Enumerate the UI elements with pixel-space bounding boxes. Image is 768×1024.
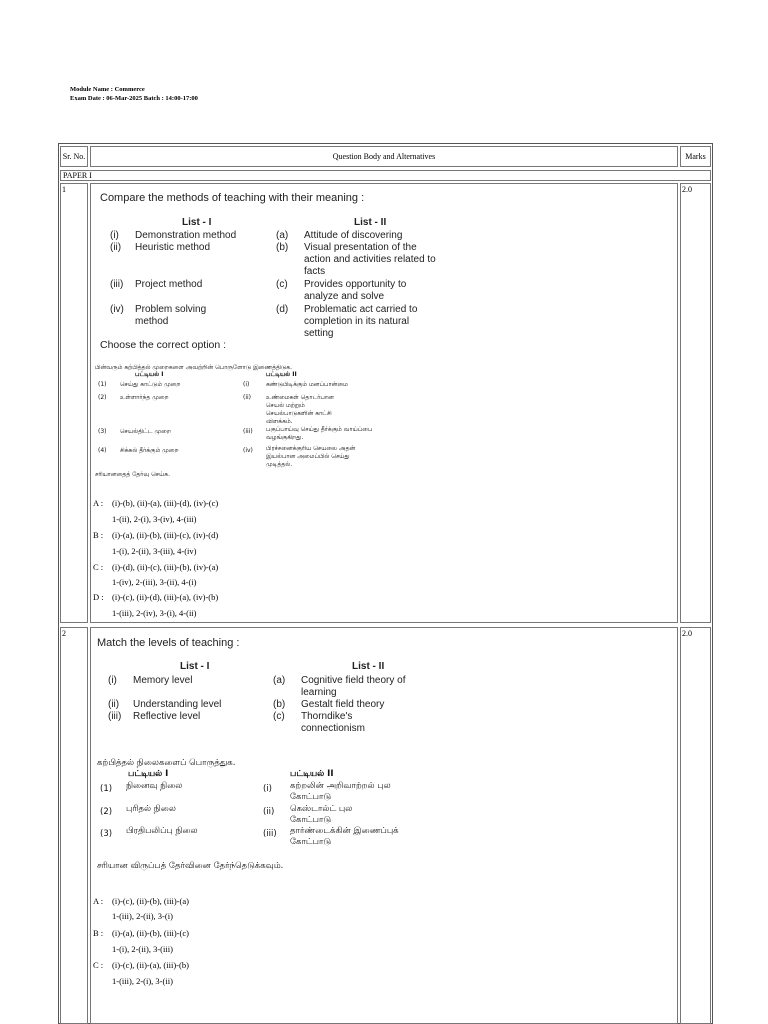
q2-tamil-left-num: (3) (100, 829, 113, 839)
q1-tamil-choose: சரியானதைத் தேர்வு செய்க. (95, 471, 170, 478)
q1-option-c-label: C : (93, 562, 104, 572)
q2-number-cell (60, 627, 88, 1024)
q1-tamil-right-num: (ii) (243, 394, 252, 401)
q2-tamil-left-text: பிரதிபலிப்பு நிலை (126, 826, 198, 836)
q2-option-c-label: C : (93, 960, 104, 970)
q1-tamil-right-text: பிரச்சனைக்குரிய செயலை அதன் இயல்பான அமைப்பில் செய்து முடித்தல். (266, 445, 356, 468)
q1-list1-head: List - I (182, 217, 212, 228)
q1-left-num: (i) (110, 230, 119, 241)
q2-option-c-line2: 1-(iii), 2-(i), 3-(ii) (112, 976, 173, 986)
q1-left-text: Demonstration method (135, 230, 237, 241)
q2-option-c-line1: (i)-(c), (ii)-(a), (iii)-(b) (112, 960, 189, 970)
q1-right-text: Visual presentation of the action and activities related to facts (304, 242, 436, 277)
q1-right-text: Provides opportunity to analyze and solve (304, 279, 407, 302)
q2-option-a-label: A : (93, 896, 104, 906)
q2-option-a-line2: 1-(iii), 2-(ii), 3-(i) (112, 911, 173, 921)
q2-right-text: Cognitive field theory of learning (301, 675, 406, 698)
q2-tamil-right-text: கற்றலின் அறிவாற்றல் புல கோட்பாடு (290, 781, 391, 802)
q1-tamil-left-text: சிக்கல் தீர்க்கும் முறை (120, 447, 179, 454)
q1-right-num: (c) (276, 279, 288, 290)
q2-marks-cell (680, 627, 711, 1024)
q2-option-b-line2: 1-(i), 2-(ii), 3-(iii) (112, 944, 173, 954)
q1-number: 1 (62, 185, 66, 194)
q2-option-a-line1: (i)-(c), (ii)-(b), (iii)-(a) (112, 896, 189, 906)
q2-list2-head: List - II (352, 661, 385, 672)
q1-left-text: Project method (135, 279, 203, 290)
q1-option-d-line1: (i)-(c), (ii)-(d), (iii)-(a), (iv)-(b) (112, 592, 219, 602)
q1-tamil-question: பின்வரும் கற்பித்தல் முறைகளை அவற்றின் பொருளோடு இணைத்திடுக. (95, 364, 293, 371)
module-name: Module Name : Commerce (70, 86, 145, 93)
q1-tamil-right-num: (i) (243, 381, 250, 388)
q2-tamil-list1: பட்டியல் I (128, 769, 169, 779)
q2-left-num: (iii) (108, 711, 122, 722)
q1-marks: 2.0 (682, 185, 692, 194)
q1-option-a-label: A : (93, 498, 104, 508)
q2-left-text: Memory level (133, 675, 193, 686)
q2-tamil-list2: பட்டியல் II (290, 769, 334, 779)
q2-marks: 2.0 (682, 629, 692, 638)
q1-left-text: Problem solving method (135, 304, 207, 327)
q2-tamil-choose: சரியான விருப்பத் தேர்வினை தேர்ந்தெடுக்கவும். (97, 861, 284, 871)
q2-tamil-right-num: (i) (263, 784, 272, 794)
q1-left-text: Heuristic method (135, 242, 211, 253)
q1-number-cell (60, 183, 88, 623)
q2-option-b-label: B : (93, 928, 104, 938)
q1-tamil-right-num: (iii) (243, 428, 253, 435)
q2-right-num: (a) (273, 675, 286, 686)
q1-tamil-left-text: செய்து காட்டும் முறை (120, 381, 181, 388)
q1-option-d-line2: 1-(iii), 2-(iv), 3-(i), 4-(ii) (112, 608, 197, 618)
q2-left-num: (i) (108, 675, 117, 686)
col-question: Question Body and Alternatives (90, 146, 678, 167)
q1-tamil-right-text: பகுப்பாய்வு செய்து தீர்க்கும் வாய்ப்பை வழங்குகிறது. (266, 426, 373, 441)
q1-right-text: Problematic act carried to completion in its natural setting (304, 304, 418, 339)
table-header-row (60, 146, 711, 167)
q2-tamil-question: கற்பித்தல் நிலைகளைப் பொருத்துக. (97, 758, 236, 768)
q1-tamil-right-text: உண்மைகள் தொடர்பான செயல் மற்றும் செயல்பாடுகளின் காட்சி விளக்கம். (266, 394, 334, 425)
q1-right-num: (d) (276, 304, 289, 315)
q2-tamil-right-num: (iii) (263, 829, 277, 839)
q2-question: Match the levels of teaching : (97, 637, 240, 649)
q1-option-b-line2: 1-(i), 2-(ii), 3-(iii), 4-(iv) (112, 546, 197, 556)
q2-right-text: Thorndike's connectionism (301, 711, 365, 734)
q1-tamil-left-text: உள்ளார்ந்த முறை (120, 394, 169, 401)
q1-question: Compare the methods of teaching with their meaning : (100, 192, 365, 204)
q2-left-num: (ii) (108, 699, 120, 710)
q1-option-c-line1: (i)-(d), (ii)-(c), (iii)-(b), (iv)-(a) (112, 562, 219, 572)
q2-tamil-left-text: நினைவு நிலை (126, 781, 183, 791)
q2-option-b-line1: (i)-(a), (ii)-(b), (iii)-(c) (112, 928, 189, 938)
q2-number: 2 (62, 629, 66, 638)
col-marks: Marks (680, 146, 711, 167)
col-sr: Sr. No. (60, 146, 88, 167)
q1-left-num: (iii) (110, 279, 124, 290)
q2-left-text: Reflective level (133, 711, 201, 722)
q2-right-num: (c) (273, 711, 285, 722)
q1-tamil-list1: பட்டியல் I (135, 371, 164, 378)
q2-right-text: Gestalt field theory (301, 699, 385, 710)
q1-tamil-left-num: (2) (98, 394, 107, 401)
q2-tamil-right-text: தார்ண்டைக்கின் இணைப்புக் கோட்பாடு (290, 826, 399, 847)
q1-tamil-list2: பட்டியல் II (266, 371, 297, 378)
q1-left-num: (ii) (110, 242, 122, 253)
q1-option-a-line2: 1-(ii), 2-(i), 3-(iv), 4-(iii) (112, 514, 197, 524)
q1-option-b-line1: (i)-(a), (ii)-(b), (iii)-(c), (iv)-(d) (112, 530, 219, 540)
q1-option-d-label: D : (93, 592, 104, 602)
paper-label: PAPER I (60, 170, 711, 181)
q1-tamil-left-num: (3) (98, 428, 107, 435)
q1-tamil-left-num: (1) (98, 381, 107, 388)
q1-right-num: (b) (276, 242, 289, 253)
q1-right-text: Attitude of discovering (304, 230, 403, 241)
q2-tamil-left-num: (2) (100, 807, 113, 817)
q2-left-text: Understanding level (133, 699, 222, 710)
q1-choose: Choose the correct option : (100, 339, 227, 351)
q1-tamil-right-text: கண்டுபிடிக்கும் மனப்பான்மை (266, 381, 348, 388)
q2-list1-head: List - I (180, 661, 210, 672)
q1-option-c-line2: 1-(iv), 2-(iii), 3-(ii), 4-(i) (112, 577, 197, 587)
q1-marks-cell (680, 183, 711, 623)
exam-date: Exam Date : 06-Mar-2025 Batch : 14:00-17:00 (70, 95, 198, 102)
q2-tamil-right-text: கெஸ்டால்ட் புல கோட்பாடு (290, 804, 353, 825)
q1-option-a-line1: (i)-(b), (ii)-(a), (iii)-(d), (iv)-(c) (112, 498, 219, 508)
q2-tamil-left-num: (1) (100, 784, 113, 794)
q1-right-num: (a) (276, 230, 289, 241)
q1-tamil-left-num: (4) (98, 447, 107, 454)
q1-tamil-right-num: (iv) (243, 447, 253, 454)
q1-list2-head: List - II (354, 217, 387, 228)
q1-option-b-label: B : (93, 530, 104, 540)
q1-tamil-left-text: செயல்திட்ட முறை (120, 428, 171, 435)
q2-tamil-left-text: புரிதல் நிலை (126, 804, 176, 814)
q2-tamil-right-num: (ii) (263, 807, 275, 817)
q2-right-num: (b) (273, 699, 286, 710)
q1-left-num: (iv) (110, 304, 124, 315)
exam-header (70, 85, 198, 103)
